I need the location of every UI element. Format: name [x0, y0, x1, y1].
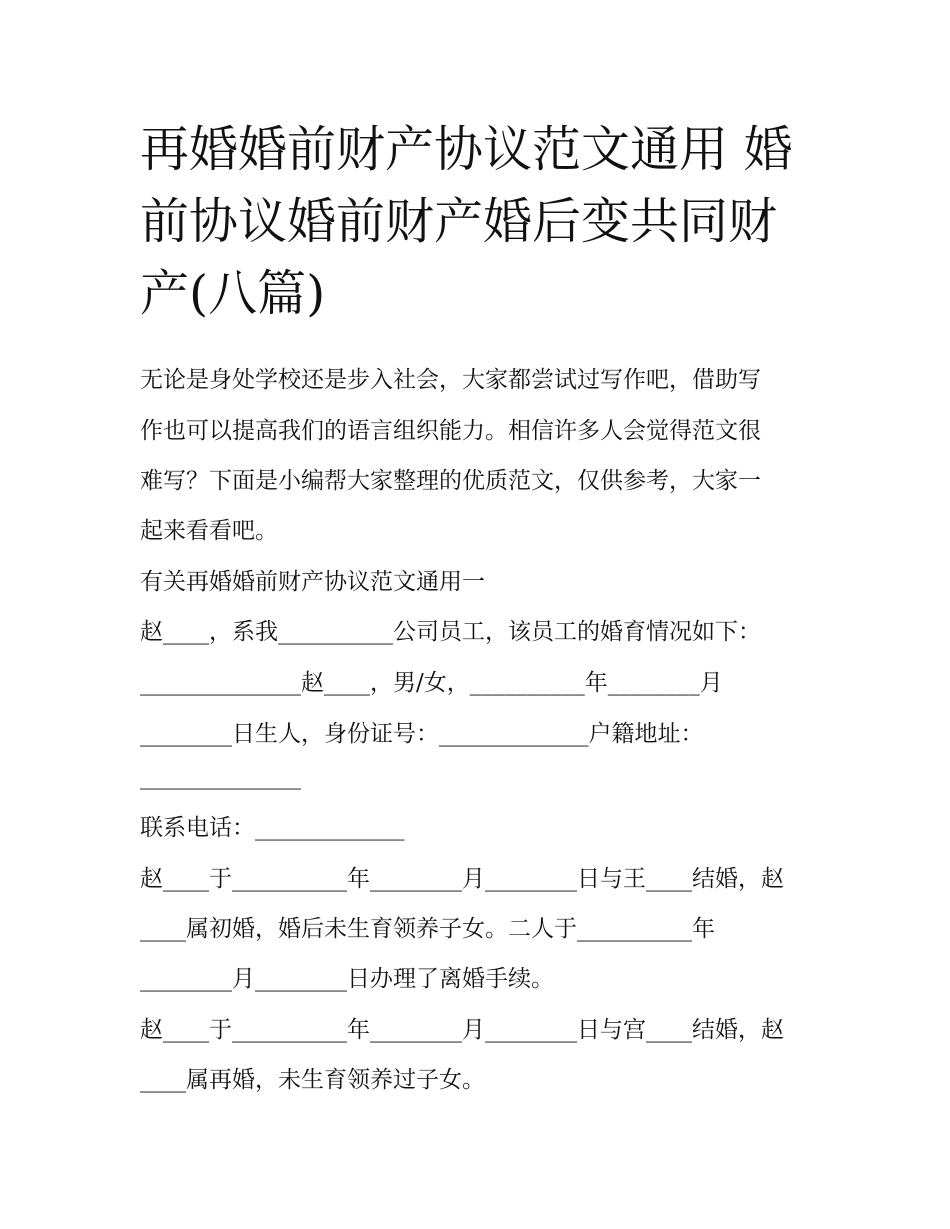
body-line-6: 赵____，系我__________公司员工，该员工的婚育情况如下： [140, 619, 761, 645]
body-line-10: 联系电话：_____________ [140, 815, 405, 841]
body-line-1: 无论是身处学校还是步入社会，大家都尝试过写作吧，借助写 [140, 367, 761, 393]
body-line-15: ____属再婚，未生育领养过子女。 [140, 1067, 485, 1093]
body-line-3: 难写？下面是小编帮大家整理的优质范文，仅供参考，大家一 [140, 468, 761, 494]
body-line-7: ______________赵____，男/女，__________年________月 [140, 670, 723, 696]
body-line-13: ________月________日办理了离婚手续。 [140, 966, 554, 992]
section-heading: 有关再婚婚前财产协议范文通用一 [140, 569, 485, 595]
body-line-14: 赵____于__________年________月________日与宫____结婚，赵 [140, 1017, 784, 1043]
body-line-12: ____属初婚，婚后未生育领养子女。二人于__________年 [140, 916, 715, 942]
body-line-2: 作也可以提高我们的语言组织能力。相信许多人会觉得范文很 [140, 418, 761, 444]
body-line-8: ________日生人，身份证号：_____________户籍地址： [140, 721, 704, 747]
document-title: 再婚婚前财产协议范文通用 婚前协议婚前财产婚后变共同财产(八篇) [140, 121, 793, 322]
body-line-9: ______________ [140, 764, 301, 790]
body-line-4: 起来看看吧。 [140, 518, 278, 544]
body-line-11: 赵____于__________年________月________日与王____结婚，赵 [140, 866, 784, 892]
